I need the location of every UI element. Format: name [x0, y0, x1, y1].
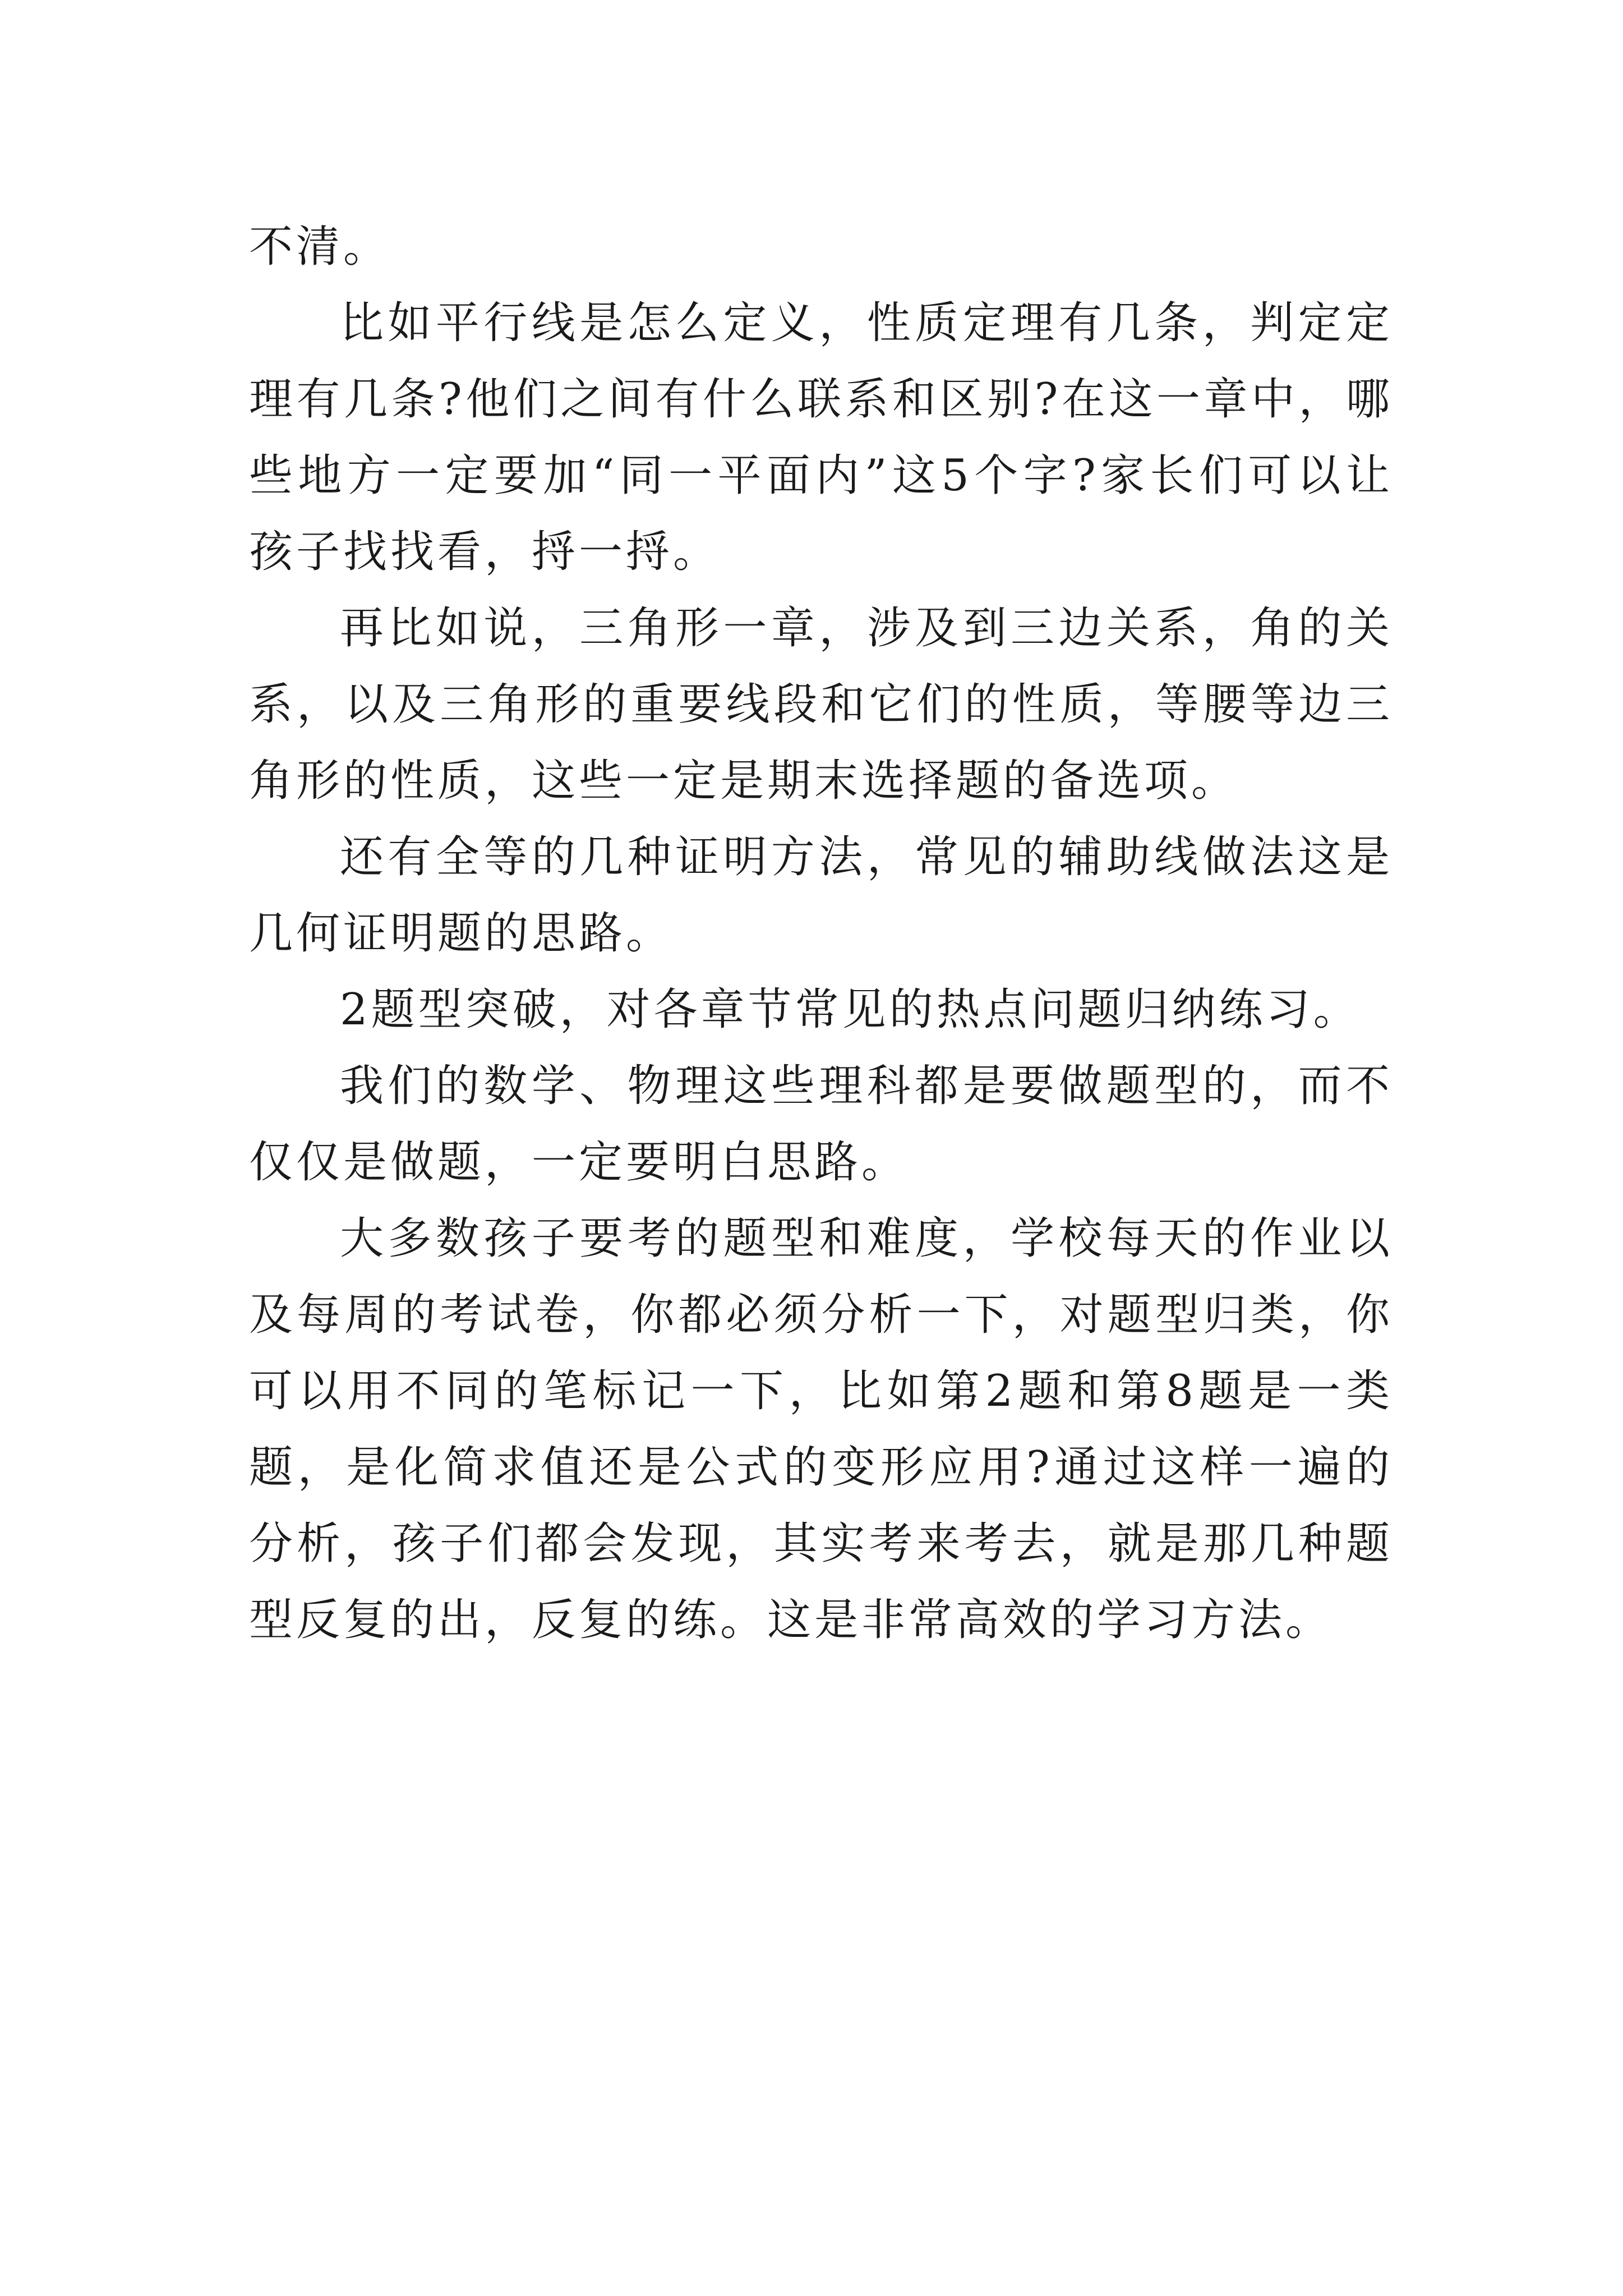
paragraph-triangles: 再比如说，三角形一章，涉及到三边关系，角的关系，以及三角形的重要线段和它们的性质，等腰等边三角形的性质，这些一定是期末选择题的备选项。: [249, 603, 1393, 806]
document-body: [249, 209, 1393, 1658]
paragraph-question-types-heading: 2题型突破，对各章节常见的热点问题归纳练习。: [340, 984, 1361, 1035]
paragraph-congruence-proofs: 还有全等的几种证明方法，常见的辅助线做法这是几何证明题的思路。: [249, 832, 1393, 959]
paragraph-science-practice: 我们的数学、物理这些理科都是要做题型的，而不仅仅是做题，一定要明白思路。: [249, 1061, 1393, 1188]
paragraph-parallel-lines: 比如平行线是怎么定义，性质定理有几条，判定定理有几条?他们之间有什么联系和区别?在这一章中，哪些地方一定要加“同一平面内”这5个字?家长们可以让孩子找找看，捋一捋。: [249, 298, 1393, 577]
paragraph-analysis-method: 大多数孩子要考的题型和难度，学校每天的作业以及每周的考试卷，你都必须分析一下，对题型归类，你可以用不同的笔标记一下，比如第2题和第8题是一类题，是化简求值还是公式的变形应用?通过这样一遍的分析，孩子们都会发现，其实考来考去，就是那几种题型反复的出，反复的练。这是非常高效的学习方法。: [249, 1213, 1393, 1645]
paragraph-continuation: 不清。: [249, 222, 391, 272]
